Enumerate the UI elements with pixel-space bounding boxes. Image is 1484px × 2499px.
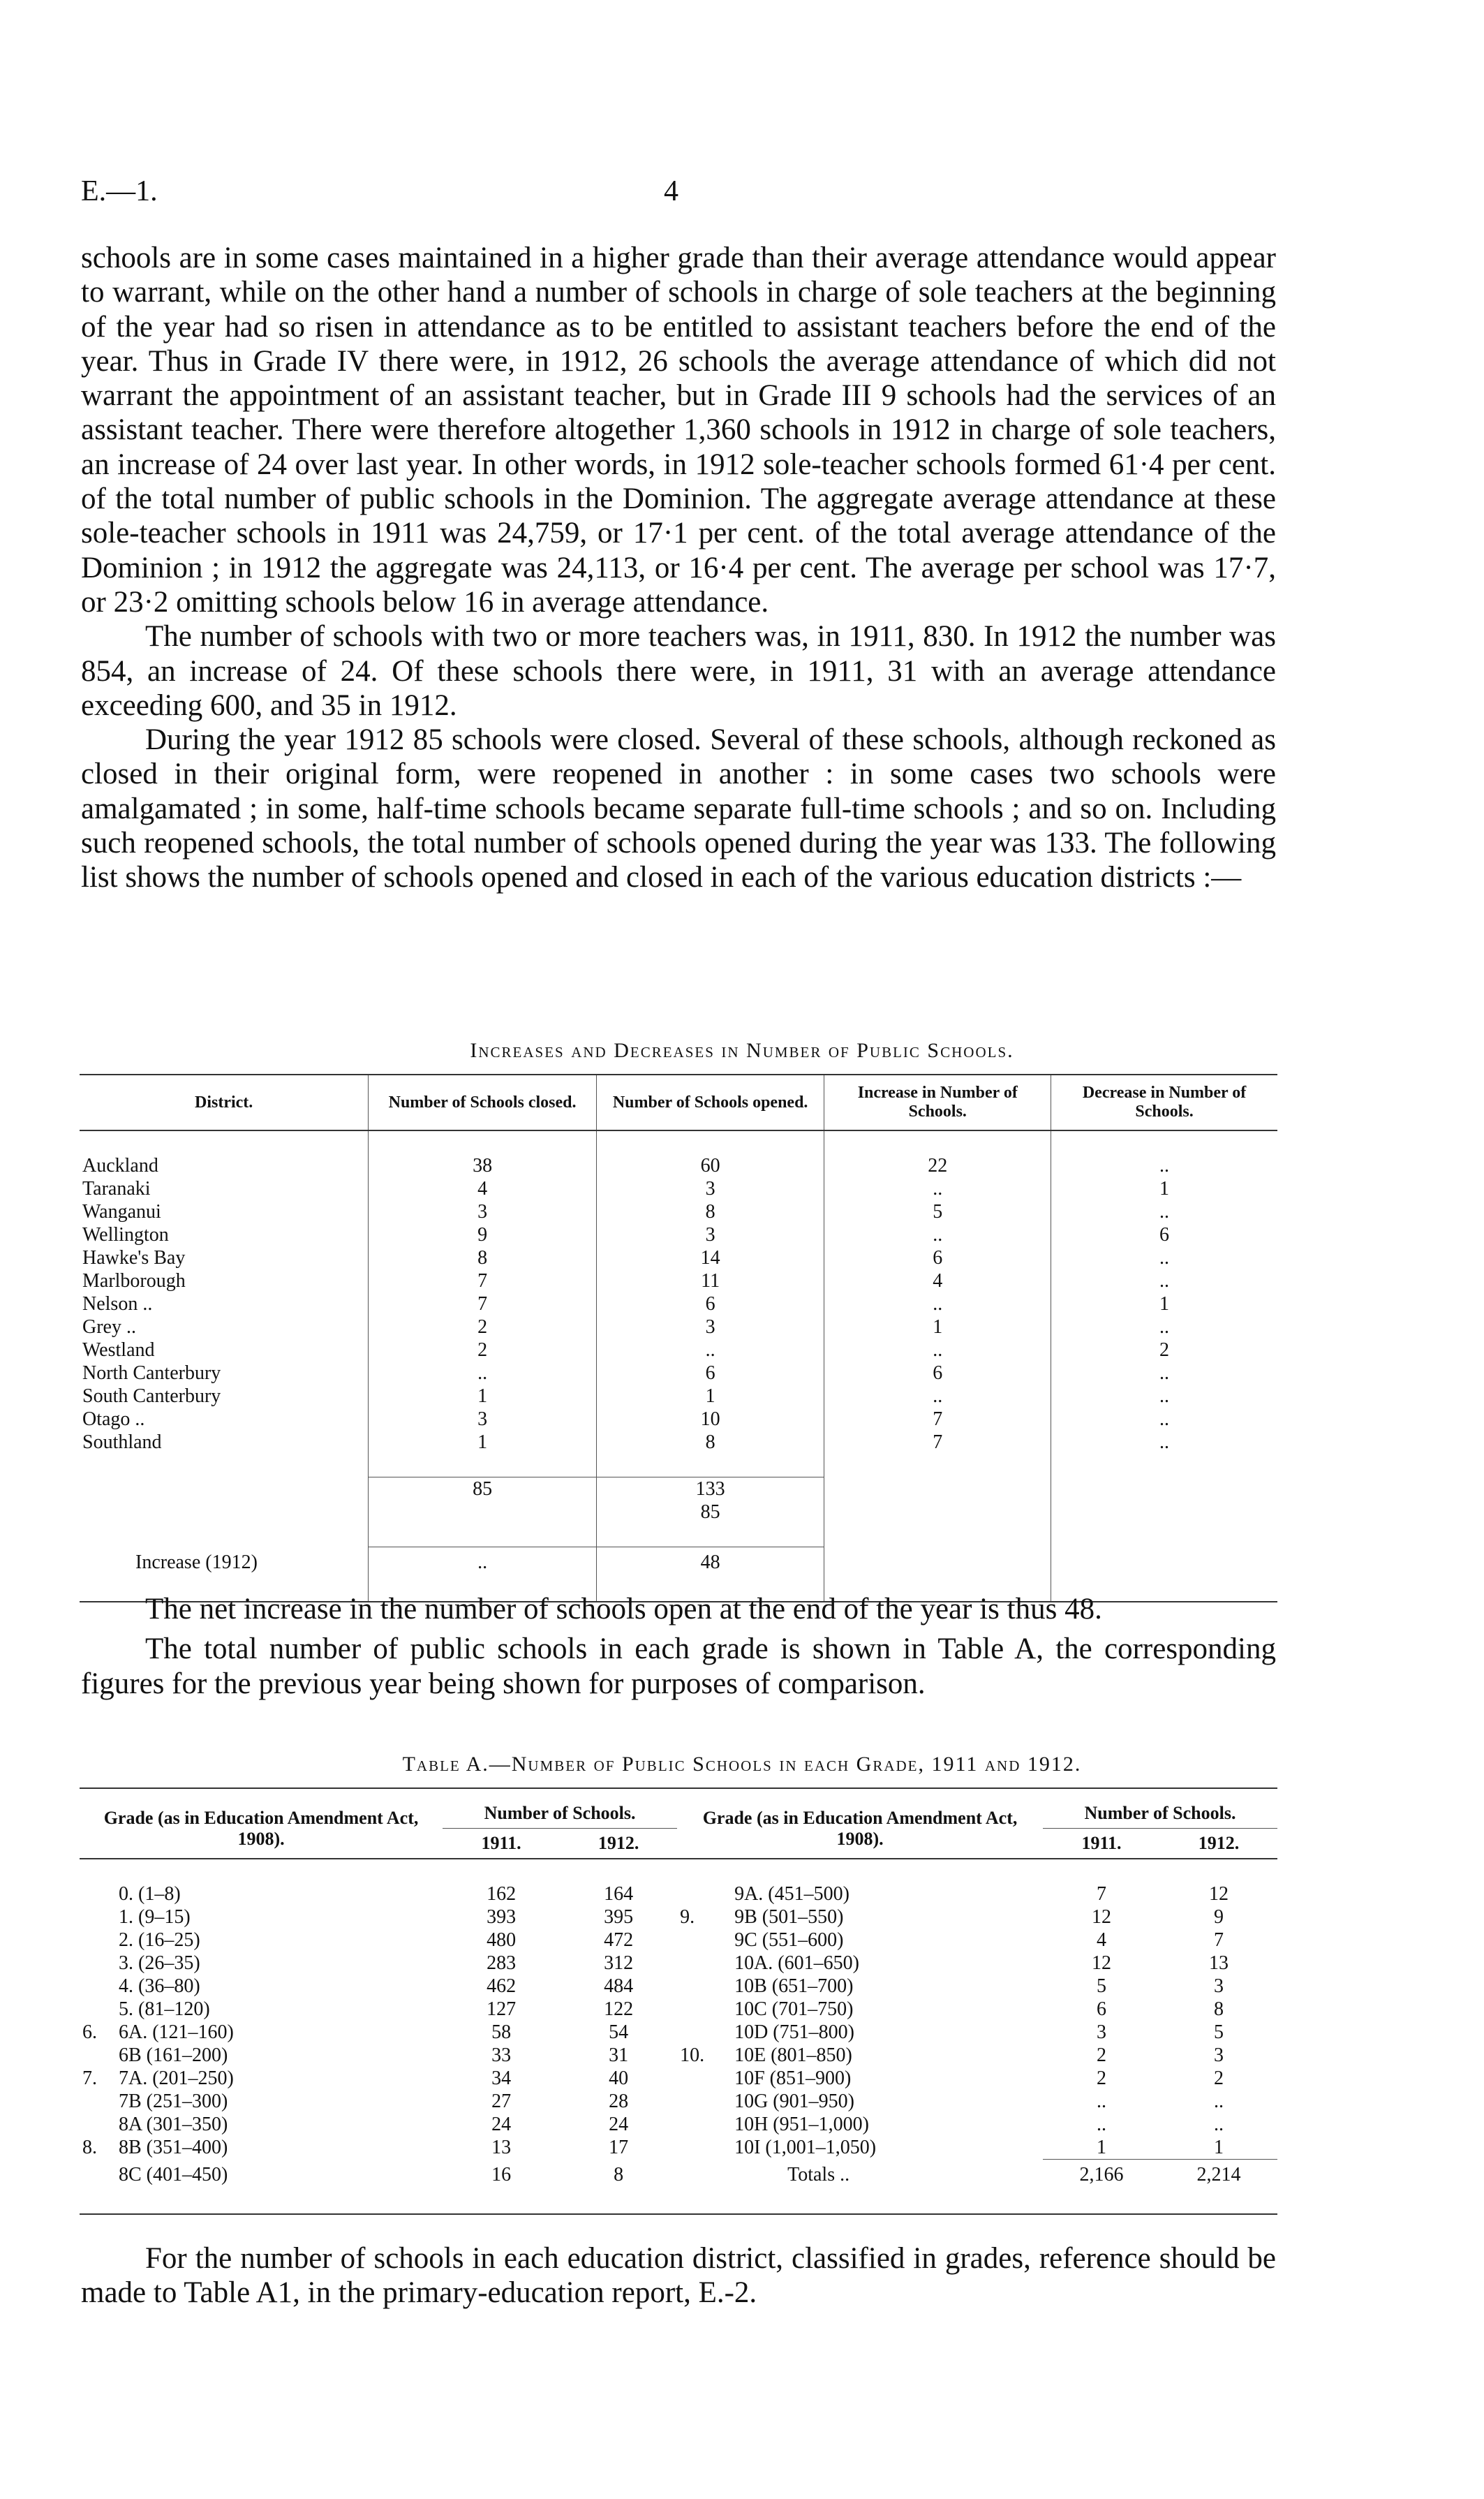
decrease-cell: .. xyxy=(1051,1362,1277,1385)
year-1911-left: 1911. xyxy=(443,1829,560,1859)
grade-group xyxy=(677,1975,732,1998)
count-1912: 5 xyxy=(1214,2021,1224,2043)
count-1912: .. xyxy=(1214,2114,1224,2135)
grade-group xyxy=(677,2090,732,2113)
count-1911: .. xyxy=(1097,2091,1106,2112)
count-1912: 8 xyxy=(1214,1998,1224,2020)
closed-cell: 2 xyxy=(369,1339,597,1362)
grade-label: 4. (36–80) xyxy=(119,1975,200,1997)
subtract-row xyxy=(80,1501,1277,1524)
paragraph: For the number of schools in each education district, classified in grades, reference should be made to Table A1, in the primary-education report, E.-2. xyxy=(81,2242,1276,2310)
grade-label: 10D (751–800) xyxy=(734,2021,854,2043)
district-cell: Hawke's Bay xyxy=(82,1247,186,1269)
decrease-cell: .. xyxy=(1051,1246,1277,1269)
year-1911-right: 1911. xyxy=(1043,1829,1160,1859)
count-1912: 164 xyxy=(604,1883,634,1905)
closed-cell: 1 xyxy=(369,1385,597,1408)
decrease-cell: .. xyxy=(1051,1315,1277,1339)
paragraph: The net increase in the number of schools open at the end of the year is thus 48. xyxy=(145,1593,1102,1626)
increase-cell: 7 xyxy=(824,1408,1051,1431)
count-1912: 28 xyxy=(609,2091,629,2112)
grade-group xyxy=(80,1882,116,1905)
table-row xyxy=(80,2136,1277,2160)
grade-label: 10F (851–900) xyxy=(734,2067,852,2089)
count-1911: 393 xyxy=(487,1906,517,1928)
count-1911: 12 xyxy=(1092,1952,1111,1974)
table-row xyxy=(80,2113,1277,2136)
number-header-right: Number of Schools. xyxy=(1043,1799,1277,1829)
table-row xyxy=(80,2090,1277,2113)
grade-group xyxy=(677,2067,732,2090)
year-1912-left: 1912. xyxy=(560,1829,677,1859)
opened-cell: 11 xyxy=(596,1269,824,1292)
grade-label: 1. (9–15) xyxy=(119,1906,191,1928)
grade-label: 10H (951–1,000) xyxy=(734,2114,869,2135)
increase-cell: .. xyxy=(824,1339,1051,1362)
decrease-cell: .. xyxy=(1051,1431,1277,1454)
district-cell: Taranaki xyxy=(82,1178,151,1200)
count-1912: 1 xyxy=(1160,2136,1277,2160)
district-cell: Wellington xyxy=(82,1224,169,1246)
closed-cell: 38 xyxy=(369,1154,597,1177)
grade-group: 8. xyxy=(82,2137,97,2159)
table-row xyxy=(80,2021,1277,2044)
district-cell: Nelson .. xyxy=(82,1293,153,1315)
grade-group xyxy=(677,1952,732,1975)
increase-opened: 48 xyxy=(596,1547,824,1578)
opened-cell: 14 xyxy=(596,1246,824,1269)
grade-label: 9A. (451–500) xyxy=(734,1883,849,1905)
table-row xyxy=(80,1952,1277,1975)
increase-cell: .. xyxy=(824,1385,1051,1408)
opened-cell: 10 xyxy=(596,1408,824,1431)
grade-group xyxy=(677,2113,732,2136)
count-1911: 2 xyxy=(1097,2044,1106,2066)
increase-cell: .. xyxy=(824,1292,1051,1315)
count-1911: 33 xyxy=(491,2044,512,2066)
table-row xyxy=(80,1431,1277,1454)
table-row xyxy=(80,1200,1277,1223)
footnote xyxy=(81,2241,1276,2310)
column-header: Number of Schools opened. xyxy=(596,1075,824,1130)
page-header xyxy=(81,175,1403,216)
column-header: Increase in Number of Schools. xyxy=(824,1075,1051,1130)
opened-cell: 3 xyxy=(596,1223,824,1246)
grade-label: 10C (701–750) xyxy=(734,1998,854,2020)
grade-group xyxy=(80,1905,116,1929)
count-1912: 7 xyxy=(1214,1929,1224,1951)
paragraph: The number of schools with two or more teachers was, in 1911, 830. In 1912 the number was 854, an increase of 24. Of these schools there were, in 1911, 31 with an average attendance exceeding 600, and 35 in 1912. xyxy=(81,620,1276,722)
paragraph: During the year 1912 85 schools were closed. Several of these schools, although reckoned as closed in their original form, were reopened in another : in some cases two schools were amalgamated ; in some, half-time schools became separate full-time schools ; and so on. Including such reopened schools, the total number of schools opened during the year was 133. The following list shows the number of schools opened and closed in each of the various education districts :— xyxy=(81,723,1276,894)
decrease-cell: 1 xyxy=(1051,1177,1277,1200)
increase-cell: 5 xyxy=(824,1200,1051,1223)
grade-label: 7B (251–300) xyxy=(119,2091,228,2112)
grade-group xyxy=(677,1882,732,1905)
paragraph: schools are in some cases maintained in a higher grade than their average attendance would appear to warrant, while on the other hand a number of schools in charge of sole teachers at the beginning of the year had so risen in attendance as to be entitled to assistant teachers before the end of the year. Thus in Grade IV there were, in 1912, 26 schools the average attendance of which did not warrant the appointment of an assistant teacher, but in Grade III 9 schools had the services of an assistant teacher. There were therefore altogether 1,360 schools in 1912 in charge of sole teachers, an increase of 24 over last year. In other words, in 1912 sole-teacher schools formed 61·4 per cent. of the total number of public schools in the Dominion. The aggregate average attendance at these sole-teacher schools in 1911 was 24,759, or 17·1 per cent. of the total average attendance of the Dominion ; in 1912 the aggregate was 24,113, or 16·4 per cent. The average per school was 17·7, or 23·2 omitting schools below 16 in average attendance. xyxy=(81,242,1276,619)
count-1912: 17 xyxy=(609,2137,629,2159)
increase-cell: 4 xyxy=(824,1269,1051,1292)
grade-group xyxy=(80,2044,116,2067)
count-1911: 7 xyxy=(1097,1883,1106,1905)
count-1911: 58 xyxy=(491,2021,512,2043)
district-cell: Southland xyxy=(82,1431,162,1453)
count-1912: 3 xyxy=(1214,1975,1224,1997)
increase-cell: 1 xyxy=(824,1315,1051,1339)
district-cell: Otago .. xyxy=(82,1408,145,1430)
year-1912-right: 1912. xyxy=(1160,1829,1277,1859)
increase-closed: .. xyxy=(369,1547,597,1578)
closed-cell: 1 xyxy=(369,1431,597,1454)
table-row xyxy=(80,1882,1277,1905)
table-row xyxy=(80,1246,1277,1269)
table-row xyxy=(80,1177,1277,1200)
grade-group xyxy=(80,1975,116,1998)
count-1912: 312 xyxy=(604,1952,634,1974)
closed-cell: 4 xyxy=(369,1177,597,1200)
count-1912: 484 xyxy=(604,1975,634,1997)
column-header: District. xyxy=(80,1075,369,1130)
count-1912: 472 xyxy=(604,1929,634,1951)
opened-cell: 3 xyxy=(596,1315,824,1339)
count-1912: 9 xyxy=(1214,1906,1224,1928)
opened-cell: 6 xyxy=(596,1292,824,1315)
grade-group xyxy=(677,2136,732,2160)
count-1912: 31 xyxy=(609,2044,629,2066)
total-1911: 2,166 xyxy=(1079,2164,1124,2186)
table-row xyxy=(80,1385,1277,1408)
district-cell: Marlborough xyxy=(82,1270,186,1292)
closed-cell: 8 xyxy=(369,1246,597,1269)
page-number: 4 xyxy=(664,175,678,207)
column-header: Number of Schools closed. xyxy=(369,1075,597,1130)
increase-cell: 6 xyxy=(824,1362,1051,1385)
table-row xyxy=(80,1339,1277,1362)
decrease-cell: .. xyxy=(1051,1154,1277,1177)
total-closed: 85 xyxy=(369,1477,597,1501)
count-1912: 2 xyxy=(1214,2067,1224,2089)
body-text xyxy=(81,241,1276,895)
grade-label: 3. (26–35) xyxy=(119,1952,200,1974)
count-1911: 13 xyxy=(491,2137,512,2159)
decrease-cell: 6 xyxy=(1051,1223,1277,1246)
grade-group: 6. xyxy=(82,2021,97,2043)
count-1911: 24 xyxy=(491,2114,512,2135)
decrease-cell: 1 xyxy=(1051,1292,1277,1315)
opened-cell: 6 xyxy=(596,1362,824,1385)
opened-cell: .. xyxy=(596,1339,824,1362)
table-row xyxy=(80,1975,1277,1998)
grade-label: 6A. (121–160) xyxy=(119,2021,234,2043)
district-cell: North Canterbury xyxy=(82,1362,221,1384)
count-1911: 34 xyxy=(491,2067,512,2089)
count-1911: 12 xyxy=(1092,1906,1111,1928)
table1-caption: Increases and Decreases in Number of Public Schools. xyxy=(470,1039,1014,1062)
grade-label: 9C (551–600) xyxy=(734,1929,844,1951)
increase-cell: .. xyxy=(824,1223,1051,1246)
opened-cell: 8 xyxy=(596,1200,824,1223)
totals-row xyxy=(80,1477,1277,1501)
increase-label: Increase (1912) xyxy=(135,1551,258,1573)
count-1912: 12 xyxy=(1209,1883,1229,1905)
total-opened: 133 xyxy=(596,1477,824,1501)
count-1912: 3 xyxy=(1214,2044,1224,2066)
table-row xyxy=(80,1905,1277,1929)
table2-caption: Table A.—Number of Public Schools in each Grade, 1911 and 1912. xyxy=(402,1753,1082,1776)
count-1911: 127 xyxy=(487,1998,517,2020)
count-1911: 462 xyxy=(487,1975,517,1997)
count-1911: 6 xyxy=(1097,1998,1106,2020)
increase-row xyxy=(80,1547,1277,1578)
table-row xyxy=(80,1362,1277,1385)
grade-label: 0. (1–8) xyxy=(119,1883,181,1905)
increase-cell: .. xyxy=(824,1177,1051,1200)
decrease-cell: .. xyxy=(1051,1269,1277,1292)
count-1911: 16 xyxy=(491,2164,512,2185)
table2-top-rule xyxy=(80,1787,1277,1789)
count-1911: 27 xyxy=(491,2091,512,2112)
count-1912: .. xyxy=(1214,2091,1224,2112)
grade-group xyxy=(80,1998,116,2021)
grade-header-left: Grade (as in Education Amendment Act, 1908). xyxy=(80,1799,443,1859)
count-1911: 162 xyxy=(487,1883,517,1905)
grade-group xyxy=(677,1929,732,1952)
count-1911: 480 xyxy=(487,1929,517,1951)
table-row xyxy=(80,2160,1277,2190)
table-row xyxy=(80,1315,1277,1339)
closed-cell: 2 xyxy=(369,1315,597,1339)
table-body xyxy=(80,1130,1277,1602)
total-1912: 2,214 xyxy=(1196,2164,1241,2186)
district-cell: Auckland xyxy=(82,1155,158,1177)
decrease-cell: .. xyxy=(1051,1200,1277,1223)
grade-group: 7. xyxy=(82,2067,97,2089)
opened-minus: 85 xyxy=(596,1501,824,1524)
count-1912: 13 xyxy=(1209,1952,1229,1974)
grade-label: 2. (16–25) xyxy=(119,1929,200,1951)
table-header-row xyxy=(80,1799,1277,1829)
grade-table xyxy=(80,1799,1277,2215)
district-cell: Westland xyxy=(82,1339,155,1361)
count-1911: 4 xyxy=(1097,1929,1106,1951)
district-cell: Wanganui xyxy=(82,1201,161,1223)
opened-cell: 8 xyxy=(596,1431,824,1454)
table-row xyxy=(80,2067,1277,2090)
count-1912: 40 xyxy=(609,2067,629,2089)
increase-cell: 7 xyxy=(824,1431,1051,1454)
count-1911: 5 xyxy=(1097,1975,1106,1997)
grade-group xyxy=(80,2113,116,2136)
grade-label: 10A. (601–650) xyxy=(734,1952,859,1974)
grade-label: 10E (801–850) xyxy=(734,2044,852,2066)
grade-label: 10I (1,001–1,050) xyxy=(734,2137,877,2159)
report-code: E.—1. xyxy=(81,175,158,207)
increase-cell: 22 xyxy=(824,1154,1051,1177)
table-body xyxy=(80,1859,1277,2214)
table-row xyxy=(80,1269,1277,1292)
closed-cell: 7 xyxy=(369,1269,597,1292)
table-row xyxy=(80,1223,1277,1246)
grade-group xyxy=(80,1929,116,1952)
grade-label: 8B (351–400) xyxy=(119,2137,228,2159)
grade-label: 10B (651–700) xyxy=(734,1975,854,1997)
increases-decreases-table xyxy=(80,1074,1277,1602)
closed-cell: 7 xyxy=(369,1292,597,1315)
grade-group: 10. xyxy=(680,2044,705,2066)
count-1911: .. xyxy=(1097,2114,1106,2135)
count-1912: 395 xyxy=(604,1906,634,1928)
closed-cell: 9 xyxy=(369,1223,597,1246)
district-cell: Grey .. xyxy=(82,1316,136,1338)
grade-label: 6B (161–200) xyxy=(119,2044,228,2066)
opened-cell: 1 xyxy=(596,1385,824,1408)
opened-cell: 60 xyxy=(596,1154,824,1177)
grade-label: 7A. (201–250) xyxy=(119,2067,234,2089)
table-row xyxy=(80,1998,1277,2021)
totals-label: Totals .. xyxy=(787,2164,850,2185)
grade-group: 9. xyxy=(680,1906,695,1928)
count-1911: 283 xyxy=(487,1952,517,1974)
table-row xyxy=(80,1292,1277,1315)
count-1912: 24 xyxy=(609,2114,629,2135)
column-header: Decrease in Number of Schools. xyxy=(1051,1075,1277,1130)
grade-label: 8C (401–450) xyxy=(119,2164,228,2185)
district-cell: South Canterbury xyxy=(82,1385,221,1407)
closed-cell: .. xyxy=(369,1362,597,1385)
decrease-cell: .. xyxy=(1051,1385,1277,1408)
number-header-left: Number of Schools. xyxy=(443,1799,677,1829)
count-1911: 3 xyxy=(1097,2021,1106,2043)
grade-group xyxy=(677,1998,732,2021)
table-row xyxy=(80,2044,1277,2067)
count-1912: 8 xyxy=(614,2164,624,2185)
table-row xyxy=(80,1929,1277,1952)
table-row xyxy=(80,1408,1277,1431)
closed-cell: 3 xyxy=(369,1408,597,1431)
table-row xyxy=(80,1154,1277,1177)
increase-cell: 6 xyxy=(824,1246,1051,1269)
grade-group xyxy=(677,2021,732,2044)
paragraph: The total number of public schools in each grade is shown in Table A, the corresponding figures for the previous year being shown for purposes of comparison. xyxy=(81,1632,1276,1700)
table-header-row xyxy=(80,1075,1277,1130)
decrease-cell: .. xyxy=(1051,1408,1277,1431)
grade-header-right: Grade (as in Education Amendment Act, 1908). xyxy=(677,1799,1043,1859)
body-text-2 xyxy=(81,1592,1276,1701)
grade-group xyxy=(80,2160,116,2190)
grade-group xyxy=(80,1952,116,1975)
opened-cell: 3 xyxy=(596,1177,824,1200)
grade-group xyxy=(80,2090,116,2113)
count-1911: 1 xyxy=(1043,2136,1160,2160)
decrease-cell: 2 xyxy=(1051,1339,1277,1362)
grade-label: 9B (501–550) xyxy=(734,1906,844,1928)
grade-label: 8A (301–350) xyxy=(119,2114,228,2135)
closed-cell: 3 xyxy=(369,1200,597,1223)
count-1911: 2 xyxy=(1097,2067,1106,2089)
grade-label: 10G (901–950) xyxy=(734,2091,854,2112)
grade-label: 5. (81–120) xyxy=(119,1998,210,2020)
count-1912: 122 xyxy=(604,1998,634,2020)
count-1912: 54 xyxy=(609,2021,629,2043)
